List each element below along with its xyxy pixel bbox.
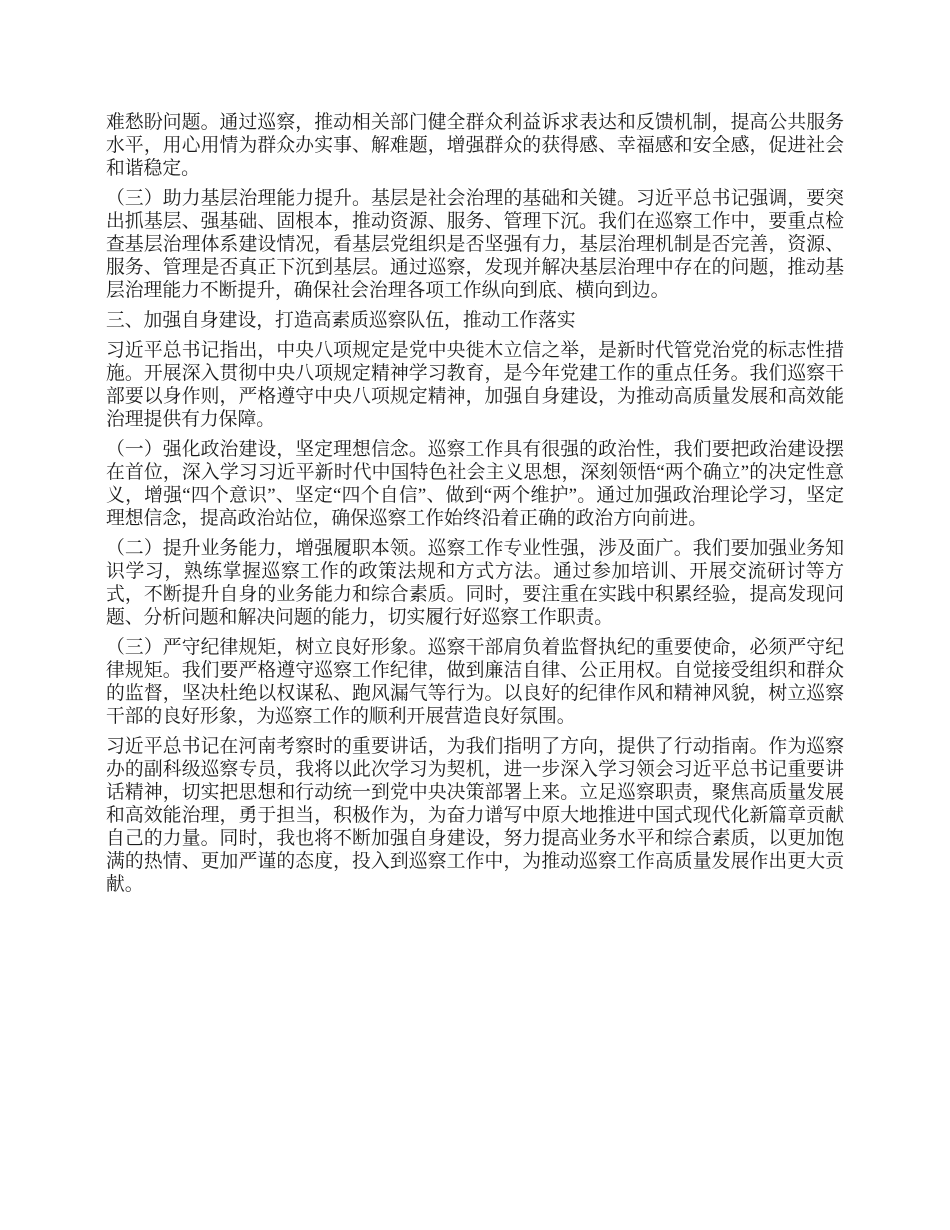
paragraph: （一）强化政治建设，坚定理想信念。巡察工作具有很强的政治性，我们要把政治建设摆在首位，深入学习习近平新时代中国特色社会主义思想，深刻领悟“两个确立”的决定性意义，增强“四个意识”、坚定“四个自信”、做到“两个维护”。通过加强政治理论学习，坚定理想信念，提高政治站位，确保巡察工作始终沿着正确的政治方向前进。 — [106, 439, 844, 529]
paragraph: （三）严守纪律规矩，树立良好形象。巡察干部肩负着监督执纪的重要使命，必须严守纪律规矩。我们要严格遵守巡察工作纪律，做到廉洁自律、公正用权。自觉接受组织和群众的监督，坚决杜绝以权谋私、跑风漏气等行为。以良好的纪律作风和精神风貌，树立巡察干部的良好形象，为巡察工作的顺利开展营造良好氛围。 — [106, 637, 844, 727]
paragraph: （三）助力基层治理能力提升。基层是社会治理的基础和关键。习近平总书记强调，要突出抓基层、强基础、固根本，推动资源、服务、管理下沉。我们在巡察工作中，要重点检查基层治理体系建设情况，看基层党组织是否坚强有力，基层治理机制是否完善，资源、服务、管理是否真正下沉到基层。通过巡察，发现并解决基层治理中存在的问题，推动基层治理能力不断提升，确保社会治理各项工作纵向到底、横向到边。 — [106, 188, 844, 301]
paragraph: 习近平总书记在河南考察时的重要讲话，为我们指明了方向，提供了行动指南。作为巡察办的副科级巡察专员，我将以此次学习为契机，进一步深入学习领会习近平总书记重要讲话精神，切实把思想和行动统一到党中央决策部署上来。立足巡察职责，聚焦高质量发展和高效能治理，勇于担当，积极作为，为奋力谱写中原大地推进中国式现代化新篇章贡献自己的力量。同时，我也将不断加强自身建设，努力提高业务水平和综合素质，以更加饱满的热情、更加严谨的态度，投入到巡察工作中，为推动巡察工作高质量发展作出更大贡献。 — [106, 736, 844, 895]
paragraph: 难愁盼问题。通过巡察，推动相关部门健全群众利益诉求表达和反馈机制，提高公共服务水平，用心用情为群众办实事、解难题，增强群众的获得感、幸福感和安全感，促进社会和谐稳定。 — [106, 112, 844, 179]
paragraph: 习近平总书记指出，中央八项规定是党中央徙木立信之举，是新时代管党治党的标志性措施。开展深入贯彻中央八项规定精神学习教育，是今年党建工作的重点任务。我们巡察干部要以身作则，严格遵守中央八项规定精神，加强自身建设，为推动高质量发展和高效能治理提供有力保障。 — [106, 340, 844, 430]
paragraph: （二）提升业务能力，增强履职本领。巡察工作专业性强，涉及面广。我们要加强业务知识学习，熟练掌握巡察工作的政策法规和方式方法。通过参加培训、开展交流研讨等方式，不断提升自身的业务能力和综合素质。同时，要注重在实践中积累经验，提高发现问题、分析问题和解决问题的能力，切实履行好巡察工作职责。 — [106, 538, 844, 628]
section-heading: 三、加强自身建设，打造高素质巡察队伍，推动工作落实 — [106, 310, 576, 331]
